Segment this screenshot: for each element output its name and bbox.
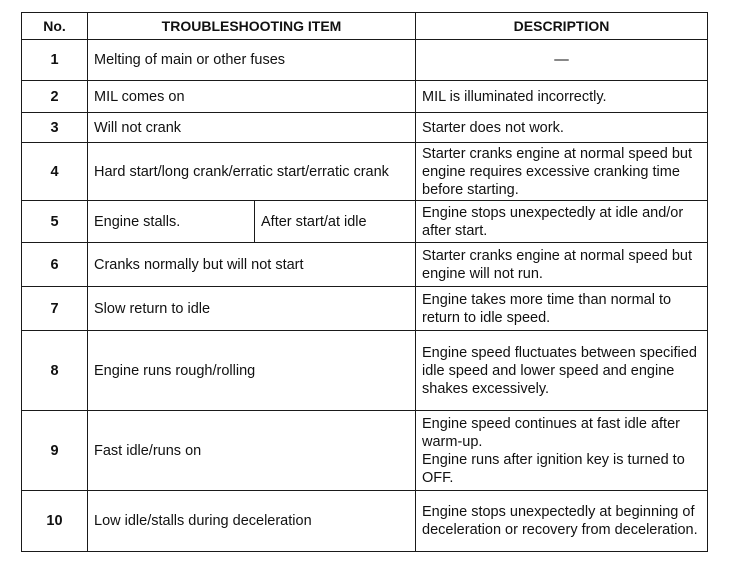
- troubleshooting-table: [21, 12, 708, 552]
- troubleshooting-item: Cranks normally but will not start: [88, 243, 416, 287]
- header-troubleshooting-item: TROUBLESHOOTING ITEM: [88, 13, 416, 40]
- row-number: 6: [22, 243, 88, 287]
- row-number: 7: [22, 287, 88, 331]
- row-number: 9: [22, 411, 88, 491]
- troubleshooting-item: Slow return to idle: [88, 287, 416, 331]
- description: Engine takes more time than normal to return to idle speed.: [416, 287, 708, 331]
- troubleshooting-subitem: After start/at idle: [255, 201, 416, 243]
- description: Starter cranks engine at normal speed but engine will not run.: [416, 243, 708, 287]
- row-number: 10: [22, 491, 88, 552]
- table-row: [22, 243, 708, 287]
- table-row: [22, 81, 708, 113]
- troubleshooting-item: MIL comes on: [88, 81, 416, 113]
- troubleshooting-item: Engine stalls.: [88, 201, 255, 243]
- row-number: 3: [22, 113, 88, 143]
- description-line: Engine speed continues at fast idle after warm-up.: [422, 415, 680, 450]
- row-number: 5: [22, 201, 88, 243]
- table-row: [22, 40, 708, 81]
- table-row: [22, 201, 708, 243]
- table-row: [22, 491, 708, 552]
- description: Engine stops unexpectedly at idle and/or after start.: [416, 201, 708, 243]
- table-row: [22, 287, 708, 331]
- row-number: 1: [22, 40, 88, 81]
- description: MIL is illuminated incorrectly.: [416, 81, 708, 113]
- troubleshooting-item: Melting of main or other fuses: [88, 40, 416, 81]
- description: Starter does not work.: [416, 113, 708, 143]
- description-line: Engine runs after ignition key is turned to OFF.: [422, 451, 685, 486]
- description: Engine speed fluctuates between specified idle speed and lower speed and engine shakes excessively.: [416, 331, 708, 411]
- table-row: [22, 331, 708, 411]
- header-no: No.: [22, 13, 88, 40]
- row-number: 2: [22, 81, 88, 113]
- table-row: [22, 411, 708, 491]
- troubleshooting-item: Fast idle/runs on: [88, 411, 416, 491]
- table-row: [22, 113, 708, 143]
- description: Starter cranks engine at normal speed but engine requires excessive cranking time before starting.: [416, 143, 708, 201]
- description: Engine stops unexpectedly at beginning of deceleration or recovery from deceleration.: [416, 491, 708, 552]
- header-row: [22, 13, 708, 40]
- troubleshooting-item: Engine runs rough/rolling: [88, 331, 416, 411]
- troubleshooting-item: Hard start/long crank/erratic start/erratic crank: [88, 143, 416, 201]
- row-number: 4: [22, 143, 88, 201]
- header-description: DESCRIPTION: [416, 13, 708, 40]
- troubleshooting-item: Will not crank: [88, 113, 416, 143]
- description: [416, 411, 708, 491]
- description: —: [416, 40, 708, 81]
- row-number: 8: [22, 331, 88, 411]
- troubleshooting-item: Low idle/stalls during deceleration: [88, 491, 416, 552]
- table-row: [22, 143, 708, 201]
